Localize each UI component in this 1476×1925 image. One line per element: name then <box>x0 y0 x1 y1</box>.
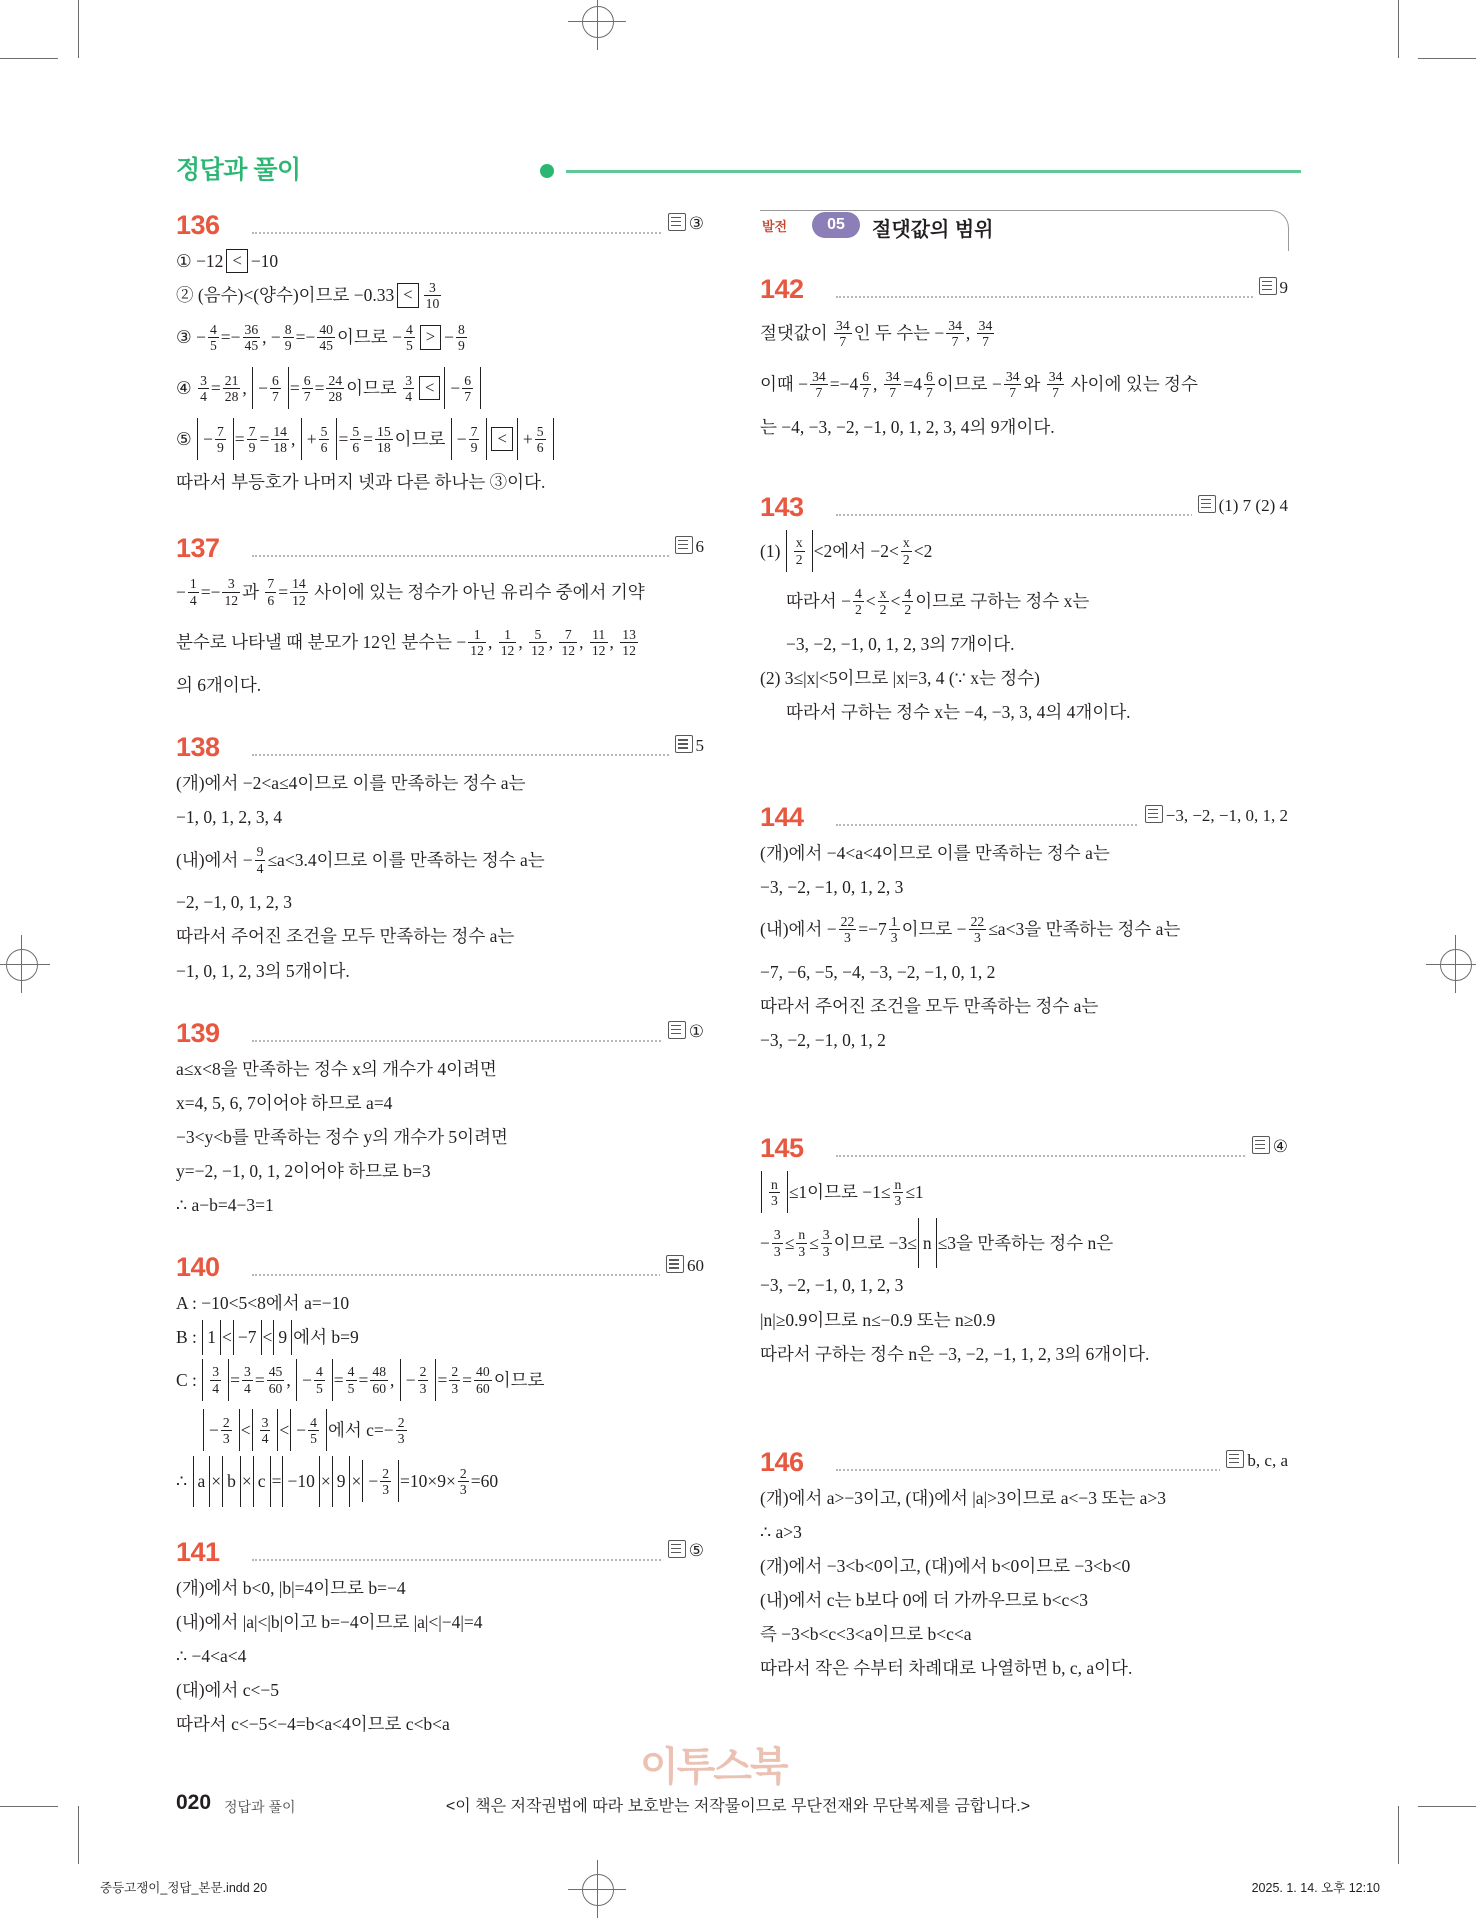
answer-value: 5 <box>695 736 704 756</box>
solution-line: ∴ a × b × c = −10 × 9 × − $\frac{2}{3}$ =10×9× $\frac{2}{3}$ =60 <box>176 1456 704 1507</box>
header-divider <box>566 170 1301 173</box>
page-footer-label: 정답과 풀이 <box>224 1799 296 1815</box>
solution-line: 의 6개이다. <box>176 675 262 696</box>
page-title: 정답과 풀이 <box>176 156 301 184</box>
solution-line: 따라서 − $\frac{4}{2}$ < $\frac{x}{2}$ < $\frac{4}{2}$ 이므로 구하는 정수 x는 <box>786 586 1090 618</box>
answer-box-icon <box>1145 805 1163 823</box>
solution-line: 따라서 c<−5<−4=b<a<4이므로 c<b<a <box>176 1714 450 1735</box>
answer-label <box>1192 495 1288 516</box>
solution-line: (1) $\frac{x}{2}$ <2에서 −2< $\frac{x}{2}$ <2 <box>760 526 1288 577</box>
solution-text: 분수로 나타낼 때 분모가 12인 분수는 <box>176 632 453 653</box>
bullet-dot-icon <box>540 164 554 178</box>
question-number: 141 <box>176 1536 220 1567</box>
dotted-leader <box>836 296 1288 299</box>
solution-line: 따라서 부등호가 나머지 넷과 다른 하나는 ③이다. <box>176 471 546 492</box>
solution-line: ∴ a−b=4−3=1 <box>176 1195 274 1216</box>
answer-value: ① <box>688 1021 704 1041</box>
question-number: 138 <box>176 732 220 763</box>
solution-block-136 <box>176 210 704 499</box>
answer-box-icon <box>1252 1136 1270 1154</box>
question-number: 144 <box>760 801 804 832</box>
solution-line: $\frac{n}{3}$ ≤1이므로 −1≤ $\frac{n}{3}$ ≤1 <box>760 1167 1288 1218</box>
solution-line: a≤x<8을 만족하는 정수 x의 개수가 4이려면 <box>176 1058 497 1079</box>
solution-line: 따라서 주어진 조건을 모두 만족하는 정수 a는 <box>176 926 515 947</box>
answer-value: −3, −2, −1, 0, 1, 2 <box>1165 805 1288 825</box>
dotted-leader <box>252 555 704 558</box>
answer-value: (1) 7 (2) 4 <box>1218 495 1288 515</box>
question-number: 143 <box>760 491 804 522</box>
solution-line: 절댓값이 $\frac{34}{7}$ 인 두 수는 − $\frac{34}{7}$ , $\frac{34}{7}$ <box>760 317 993 350</box>
solution-block-140 <box>176 1252 704 1507</box>
answer-box-icon <box>1226 1450 1244 1468</box>
solution-line: −2, −1, 0, 1, 2, 3 <box>176 892 292 913</box>
trim-mark <box>1418 58 1476 59</box>
dotted-leader <box>252 1559 704 1562</box>
answer-label <box>1139 805 1288 826</box>
solution-line: − $\frac{1}{4}$ =− $\frac{3}{12}$ 과 $\frac{7}{6}$ = $\frac{14}{12}$ 사이에 있는 정수가 아닌 유리수 중에서 기약 <box>176 576 645 608</box>
solution-line: ∴ −4<a<4 <box>176 1646 247 1666</box>
solution-line: (대)에서 c<−5 <box>176 1680 280 1701</box>
solution-line: 는 −4, −3, −2, −1, 0, 1, 2, 3, 4의 9개이다. <box>760 416 1055 437</box>
registration-mark-left <box>0 935 50 993</box>
solution-line: − $\frac{2}{3}$ < $\frac{3}{4}$ < − $\frac{4}{5}$ 에서 c=− $\frac{2}{3}$ <box>176 1405 704 1456</box>
solution-body <box>760 836 1288 1057</box>
solution-line: 따라서 주어진 조건을 모두 만족하는 정수 a는 <box>760 995 1099 1016</box>
solution-line: (개)에서 b<0, |b|=4이므로 b=−4 <box>176 1577 406 1598</box>
solution-line: −3, −2, −1, 0, 1, 2, 3 <box>760 1275 904 1296</box>
question-number: 139 <box>176 1017 220 1048</box>
solution-line: (2) 3≤|x|<5이므로 |x|=3, 4 (∵ x는 정수) <box>760 668 1040 689</box>
solution-line: ③ − $\frac{4}{5}$ =− $\frac{36}{45}$ , − $\frac{8}{9}$ =− $\frac{40}{45}$ 이므로 − $\frac{4}{5}$ > − $\frac{8}{9}$ <box>176 322 465 354</box>
answer-label <box>669 735 705 756</box>
solution-line: (개)에서 −2<a≤4이므로 이를 만족하는 정수 a는 <box>176 773 526 794</box>
solution-line: 따라서 구하는 정수 n은 −3, −2, −1, 1, 2, 3의 6개이다. <box>760 1343 1150 1364</box>
left-column <box>176 210 704 1767</box>
copyright-notice: <이 책은 저작권법에 따라 보호받는 저작물이므로 무단전재와 무단복제를 금합니다.> <box>445 1798 1031 1815</box>
registration-mark-right <box>1426 935 1476 993</box>
solution-line: |n|≥0.9이므로 n≤−0.9 또는 n≥0.9 <box>760 1309 996 1330</box>
answer-value: 9 <box>1279 278 1288 297</box>
solution-line: ① −12 < −10 <box>176 244 704 278</box>
question-number: 140 <box>176 1252 220 1283</box>
solution-line: (내)에서 |a|<|b|이고 b=−4이므로 |a|<|−4|=4 <box>176 1611 483 1632</box>
answer-box-icon <box>1259 277 1277 295</box>
solution-line: ② (음수)<(양수)이므로 −0.33 < $\frac{3}{10}$ <box>176 279 440 312</box>
dotted-leader <box>252 232 704 235</box>
solution-line: −3, −2, −1, 0, 1, 2, 3의 7개이다. <box>786 634 1015 655</box>
section-banner <box>760 210 1288 254</box>
solution-line: − $\frac{3}{3}$ ≤ $\frac{n}{3}$ ≤ $\frac{3}{3}$ 이므로 −3≤ n ≤3을 만족하는 정수 n은 <box>760 1218 1288 1269</box>
trim-mark <box>1398 0 1399 58</box>
answer-value: ④ <box>1272 1136 1288 1156</box>
registration-mark-top <box>568 0 626 50</box>
solution-line: −7, −6, −5, −4, −3, −2, −1, 0, 1, 2 <box>760 961 996 982</box>
watermark: 이투스북 <box>640 1745 787 1789</box>
solution-block-146 <box>760 1447 1288 1686</box>
section-number-badge: 05 <box>812 212 860 238</box>
answer-box-icon <box>668 1540 686 1558</box>
solution-line: −1, 0, 1, 2, 3의 5개이다. <box>176 960 350 981</box>
solution-line: −1, 0, 1, 2, 3, 4 <box>176 807 283 828</box>
question-number: 145 <box>760 1132 804 1163</box>
answer-box-icon <box>668 1021 686 1039</box>
section-tag: 발전 <box>762 214 792 237</box>
answer-label <box>660 1255 704 1276</box>
solution-line: 분수로 나타낼 때 분모가 12인 분수는 − $\frac{1}{12}$ , $\frac{1}{12}$ , $\frac{5}{12}$ , $\frac{7}{12}$ , $\frac{11}{12}$ , $\frac{13}{12}$ <box>176 627 636 659</box>
solution-line: ④ $\frac{3}{4}$ = $\frac{21}{28}$ , − $\frac{6}{7}$ = $\frac{6}{7}$ = $\frac{24}{28}$ 이므로 $\frac{3}{4}$ < − $\frac{6}{7}$ <box>176 363 704 414</box>
answer-value: 6 <box>695 536 704 556</box>
solution-line: (개)에서 a>−3이고, (대)에서 |a|>3이므로 a<−3 또는 a>3 <box>760 1487 1166 1508</box>
solution-block-144 <box>760 802 1288 1057</box>
solution-line: 따라서 작은 수부터 차례대로 나열하면 b, c, a이다. <box>760 1658 1133 1679</box>
solution-block-138 <box>176 732 704 987</box>
answer-box-icon <box>675 735 693 753</box>
solution-body <box>176 1052 704 1223</box>
solution-line: (개)에서 −4<a<4이므로 이를 만족하는 정수 a는 <box>760 842 1110 863</box>
solution-block-139 <box>176 1018 704 1223</box>
page-header <box>176 150 1301 184</box>
print-file-info: 중등고쟁이_정답_본문.indd 20 <box>100 1881 268 1895</box>
trim-mark <box>0 58 58 59</box>
solution-line: x=4, 5, 6, 7이어야 하므로 a=4 <box>176 1092 393 1113</box>
dotted-leader <box>252 754 704 757</box>
answer-box-icon <box>666 1255 684 1273</box>
answer-box-icon <box>675 536 693 554</box>
page-number: 020 <box>176 1791 212 1814</box>
section-title: 절댓값의 범위 <box>872 219 994 241</box>
answer-label <box>1253 277 1289 298</box>
solution-line: ∴ a>3 <box>760 1521 802 1542</box>
solution-line: −3<y<b를 만족하는 정수 y의 개수가 5이려면 <box>176 1126 508 1147</box>
solution-line: B : 1 < −7 < 9 에서 b=9 <box>176 1320 704 1354</box>
solution-body <box>760 308 1288 444</box>
answer-label <box>662 1540 704 1561</box>
print-timestamp: 2025. 1. 14. 오후 12:10 <box>1251 1881 1380 1895</box>
solution-line: (개)에서 −3<b<0이고, (대)에서 b<0이므로 −3<b<0 <box>760 1556 1131 1576</box>
answer-label <box>1246 1136 1288 1157</box>
solution-body <box>760 1167 1288 1371</box>
answer-value: ⑤ <box>688 1540 704 1560</box>
solution-line: 따라서 구하는 정수 x는 −4, −3, 3, 4의 4개이다. <box>786 702 1131 723</box>
solution-body <box>760 526 1288 730</box>
trim-mark <box>78 0 79 58</box>
dotted-leader <box>252 1040 704 1043</box>
solution-line: (내)에서 − $\frac{9}{4}$ ≤a<3.4이므로 이를 만족하는 정수 a는 <box>176 844 545 876</box>
solution-block-145 <box>760 1133 1288 1371</box>
dotted-leader <box>252 1274 704 1277</box>
solution-body <box>176 1286 704 1507</box>
solution-line: ⑤ − $\frac{7}{9}$ = $\frac{7}{9}$ = $\frac{14}{18}$ , + $\frac{5}{6}$ = $\frac{5}{6}$ = $\frac{15}{18}$ 이므로 − $\frac{7}{9}$ < + $\frac{5}{6}$ <box>176 414 704 465</box>
solution-line: C : $\frac{3}{4}$ = $\frac{3}{4}$ = $\frac{45}{60}$ , − $\frac{4}{5}$ = $\frac{4}{5}$ = $\frac{48}{60}$ , − $\frac{2}{3}$ = $\frac{2}{3}$ = $\frac{40}{60}$ 이므로 <box>176 1355 704 1406</box>
answer-box-icon <box>1198 495 1216 513</box>
solution-line: (내)에서 − $\frac{22}{3}$ =−7 $\frac{1}{3}$ 이므로 − $\frac{22}{3}$ ≤a<3을 만족하는 정수 a는 <box>760 913 1181 945</box>
question-number: 136 <box>176 210 220 240</box>
answer-label <box>1220 1450 1288 1471</box>
solution-line: −3, −2, −1, 0, 1, 2 <box>760 1029 886 1050</box>
solution-block-141 <box>176 1537 704 1742</box>
right-column <box>760 210 1288 1712</box>
solution-body <box>176 244 704 499</box>
dotted-leader <box>836 1155 1288 1158</box>
answer-value: b, c, a <box>1247 1450 1288 1470</box>
question-number: 137 <box>176 532 220 563</box>
solution-body <box>760 1481 1288 1686</box>
solution-line: 이때 − $\frac{34}{7}$ =−4 $\frac{6}{7}$ , $\frac{34}{7}$ =4 $\frac{6}{7}$ 이므로 − $\frac{34}{7}$ 와 $\frac{34}{7}$ 사이에 있는 정수 <box>760 368 1198 400</box>
solution-line: −3, −2, −1, 0, 1, 2, 3 <box>760 876 904 897</box>
solution-block-143 <box>760 492 1288 730</box>
answer-label <box>662 213 704 234</box>
solution-line: y=−2, −1, 0, 1, 2이어야 하므로 b=3 <box>176 1161 431 1181</box>
solution-body <box>176 1571 704 1742</box>
solution-line: A : −10<5<8에서 a=−10 <box>176 1293 350 1314</box>
solution-body <box>176 567 704 703</box>
answer-label <box>662 1021 704 1042</box>
solution-block-142 <box>760 274 1288 444</box>
question-number: 146 <box>760 1446 804 1477</box>
answer-label <box>669 536 705 557</box>
solution-block-137 <box>176 533 704 703</box>
answer-box-icon <box>668 213 686 231</box>
solution-line: 즉 −3<b<c<3<a이므로 b<c<a <box>760 1624 972 1645</box>
registration-mark-bottom <box>568 1860 626 1918</box>
answer-value: 60 <box>687 1256 704 1276</box>
question-number: 142 <box>760 274 804 304</box>
answer-value: ③ <box>688 214 704 233</box>
solution-line: (내)에서 c는 b보다 0에 더 가까우므로 b<c<3 <box>760 1590 1088 1611</box>
solution-body <box>176 766 704 987</box>
